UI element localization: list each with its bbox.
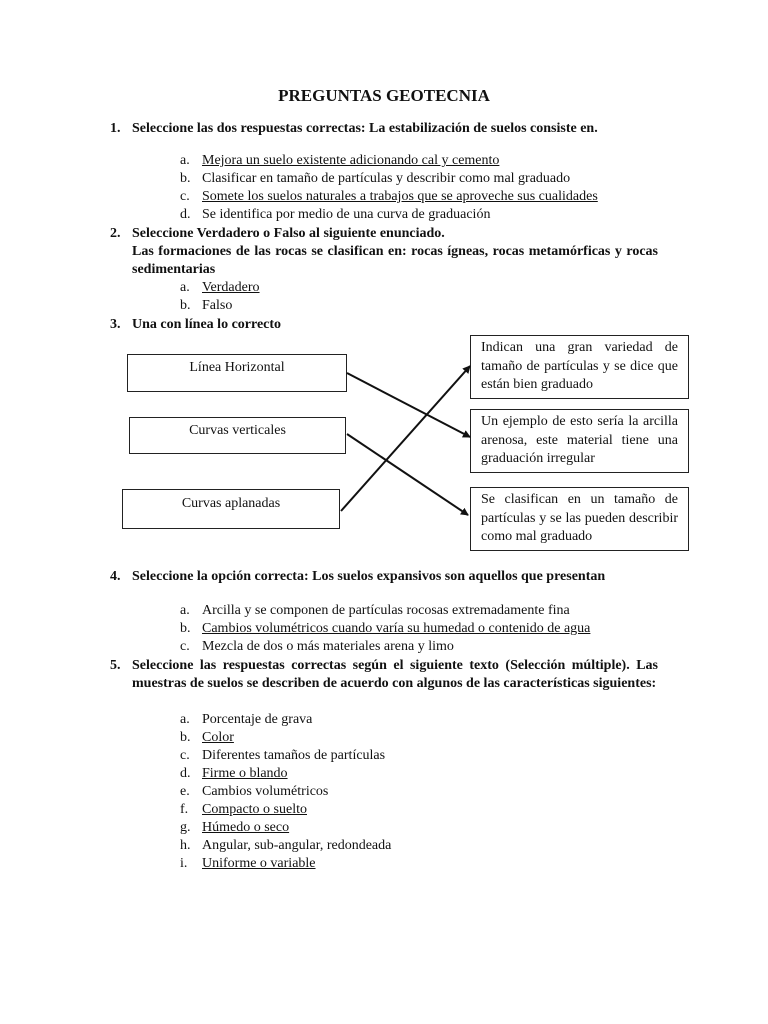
option-5c[interactable]: c. Diferentes tamaños de partículas (180, 748, 386, 763)
option-4c[interactable]: c. Mezcla de dos o más materiales arena y limo (180, 639, 454, 654)
option-5i[interactable]: i. Uniforme o variable (180, 856, 316, 871)
option-4a[interactable]: a. Arcilla y se componen de partículas rocosas extremadamente fina (180, 603, 570, 618)
option-1d[interactable]: d. Se identifica por medio de una curva de graduación (180, 207, 491, 222)
question-number: 2. (110, 226, 121, 241)
option-2b[interactable]: b. Falso (180, 298, 233, 313)
question-5 (110, 657, 658, 693)
match-left-2[interactable]: Curvas verticales (129, 417, 346, 454)
match-left-1[interactable]: Línea Horizontal (127, 354, 347, 392)
option-5f[interactable]: f. Compacto o suelto (180, 802, 307, 817)
question-number: 3. (110, 317, 121, 332)
option-5b[interactable]: b. Color (180, 730, 234, 745)
question-4-options (180, 602, 590, 656)
match-right-2[interactable]: Un ejemplo de esto sería la arcilla arenosa, este material tiene una graduación irregular (470, 409, 689, 473)
option-1a[interactable]: a. Mejora un suelo existente adicionando cal y cemento (180, 153, 500, 168)
question-text-line1: Seleccione Verdadero o Falso al siguiente enunciado. (132, 226, 445, 241)
match-arrow-2 (347, 434, 468, 515)
option-4b[interactable]: b. Cambios volumétricos cuando varía su humedad o contenido de agua (180, 621, 591, 636)
question-text: Seleccione las respuestas correctas según el siguiente texto (Selección múltiple). Las muestras de suelos se describen de acuerdo con algunos de las características siguientes: (132, 658, 658, 691)
option-5g[interactable]: g. Húmedo o seco (180, 820, 290, 835)
option-1c[interactable]: c. Somete los suelos naturales a trabajos que se aproveche sus cualidades (180, 189, 598, 204)
question-number: 1. (110, 121, 121, 136)
question-text: Una con línea lo correcto (132, 317, 282, 332)
question-text-line2: Las formaciones de las rocas se clasifican en: rocas ígneas, rocas metamórficas y rocas sedimentarias (132, 244, 658, 277)
question-number: 4. (110, 569, 121, 584)
question-number: 5. (110, 658, 121, 673)
option-5a[interactable]: a. Porcentaje de grava (180, 712, 313, 727)
option-5h[interactable]: h. Angular, sub-angular, redondeada (180, 838, 392, 853)
option-5d[interactable]: d. Firme o blando (180, 766, 288, 781)
question-5-options (180, 711, 391, 873)
option-1b[interactable]: b. Clasificar en tamaño de partículas y describir como mal graduado (180, 171, 571, 186)
option-2a[interactable]: a. Verdadero (180, 280, 260, 295)
question-text: Seleccione las dos respuestas correctas: La estabilización de suelos consiste en. (132, 121, 598, 136)
match-right-1[interactable]: Indican una gran variedad de tamaño de partículas y se dice que están bien graduado (470, 335, 689, 399)
match-right-3[interactable]: Se clasifican en un tamaño de partículas y se las pueden describir como mal graduado (470, 487, 689, 551)
match-arrow-1 (347, 373, 470, 437)
question-4 (110, 568, 658, 586)
question-text: Seleccione la opción correcta: Los suelos expansivos son aquellos que presentan (132, 569, 606, 584)
option-5e[interactable]: e. Cambios volumétricos (180, 784, 329, 799)
match-left-3[interactable]: Curvas aplanadas (122, 489, 340, 529)
match-arrow-3 (341, 366, 470, 511)
page-title: PREGUNTAS GEOTECNIA (278, 86, 490, 105)
